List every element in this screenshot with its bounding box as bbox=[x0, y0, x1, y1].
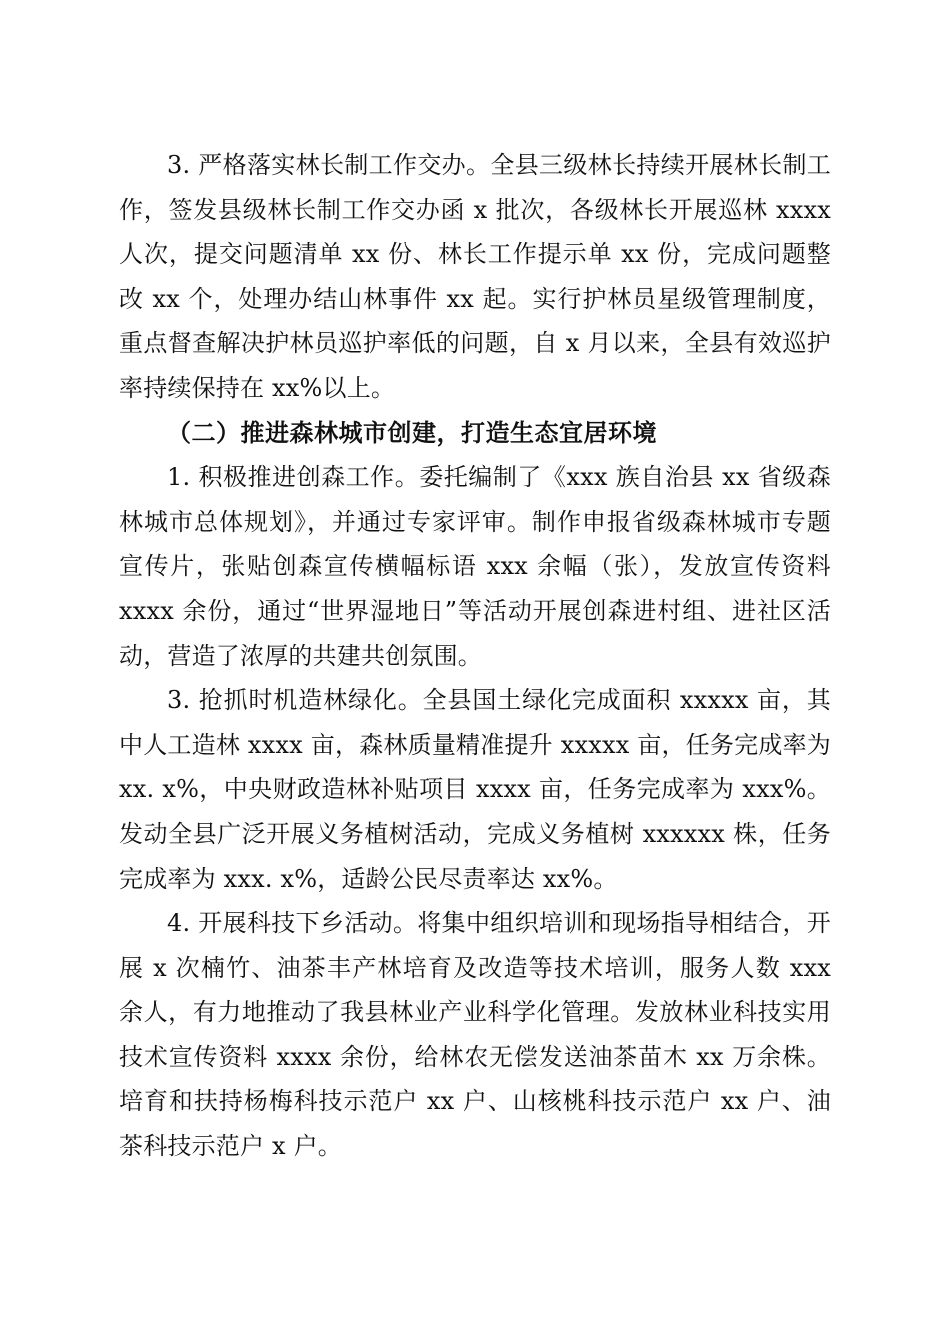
paragraph-forest-chief-system: 3. 严格落实林长制工作交办。全县三级林长持续开展林长制工作，签发县级林长制工作交办函 x 批次，各级林长开展巡林 xxxx 人次，提交问题清单 xx 份、林长工作提示单 xx 份，完成问题整改 xx 个，处理办结山林事件 xx 起。实行护林员星级管理制度，重点督查解决护林员巡护率低的问题，自 x 月以来，全县有效巡护率持续保持在 xx%以上。 bbox=[119, 151, 831, 402]
document-body bbox=[119, 143, 831, 1169]
section-heading-forest-city: （二）推进森林城市创建，打造生态宜居环境 bbox=[167, 418, 657, 447]
paragraph-tech-to-countryside: 4. 开展科技下乡活动。将集中组织培训和现场指导相结合，开展 x 次楠竹、油茶丰产林培育及改造等技术培训，服务人数 xxx 余人，有力地推动了我县林业产业科学化管理。发放林业科技实用技术宣传资料 xxxx 余份，给林农无偿发送油茶苗木 xx 万余株。培育和扶持杨梅科技示范户 xx 户、山核桃科技示范户 xx 户、油茶科技示范户 x 户。 bbox=[119, 909, 831, 1161]
paragraph-forest-city-creation: 1. 积极推进创森工作。委托编制了《xxx 族自治县 xx 省级森林城市总体规划》，并通过专家评审。制作申报省级森林城市专题宣传片，张贴创森宣传横幅标语 xxx 余幅（张），发放宣传资料 xxxx 余份，通过“世界湿地日”等活动开展创森进村组、进社区活动，营造了浓厚的共建共创氛围。 bbox=[119, 463, 831, 670]
paragraph-afforestation: 3. 抢抓时机造林绿化。全县国土绿化完成面积 xxxxx 亩，其中人工造林 xxxx 亩，森林质量精准提升 xxxxx 亩，任务完成率为 xx. x%，中央财政造林补贴项目 xxxx 亩，任务完成率为 xxx%。发动全县广泛开展义务植树活动，完成义务植树 xxxxxx 株，任务完成率为 xxx. x%，适龄公民尽责率达 xx%。 bbox=[119, 686, 831, 893]
